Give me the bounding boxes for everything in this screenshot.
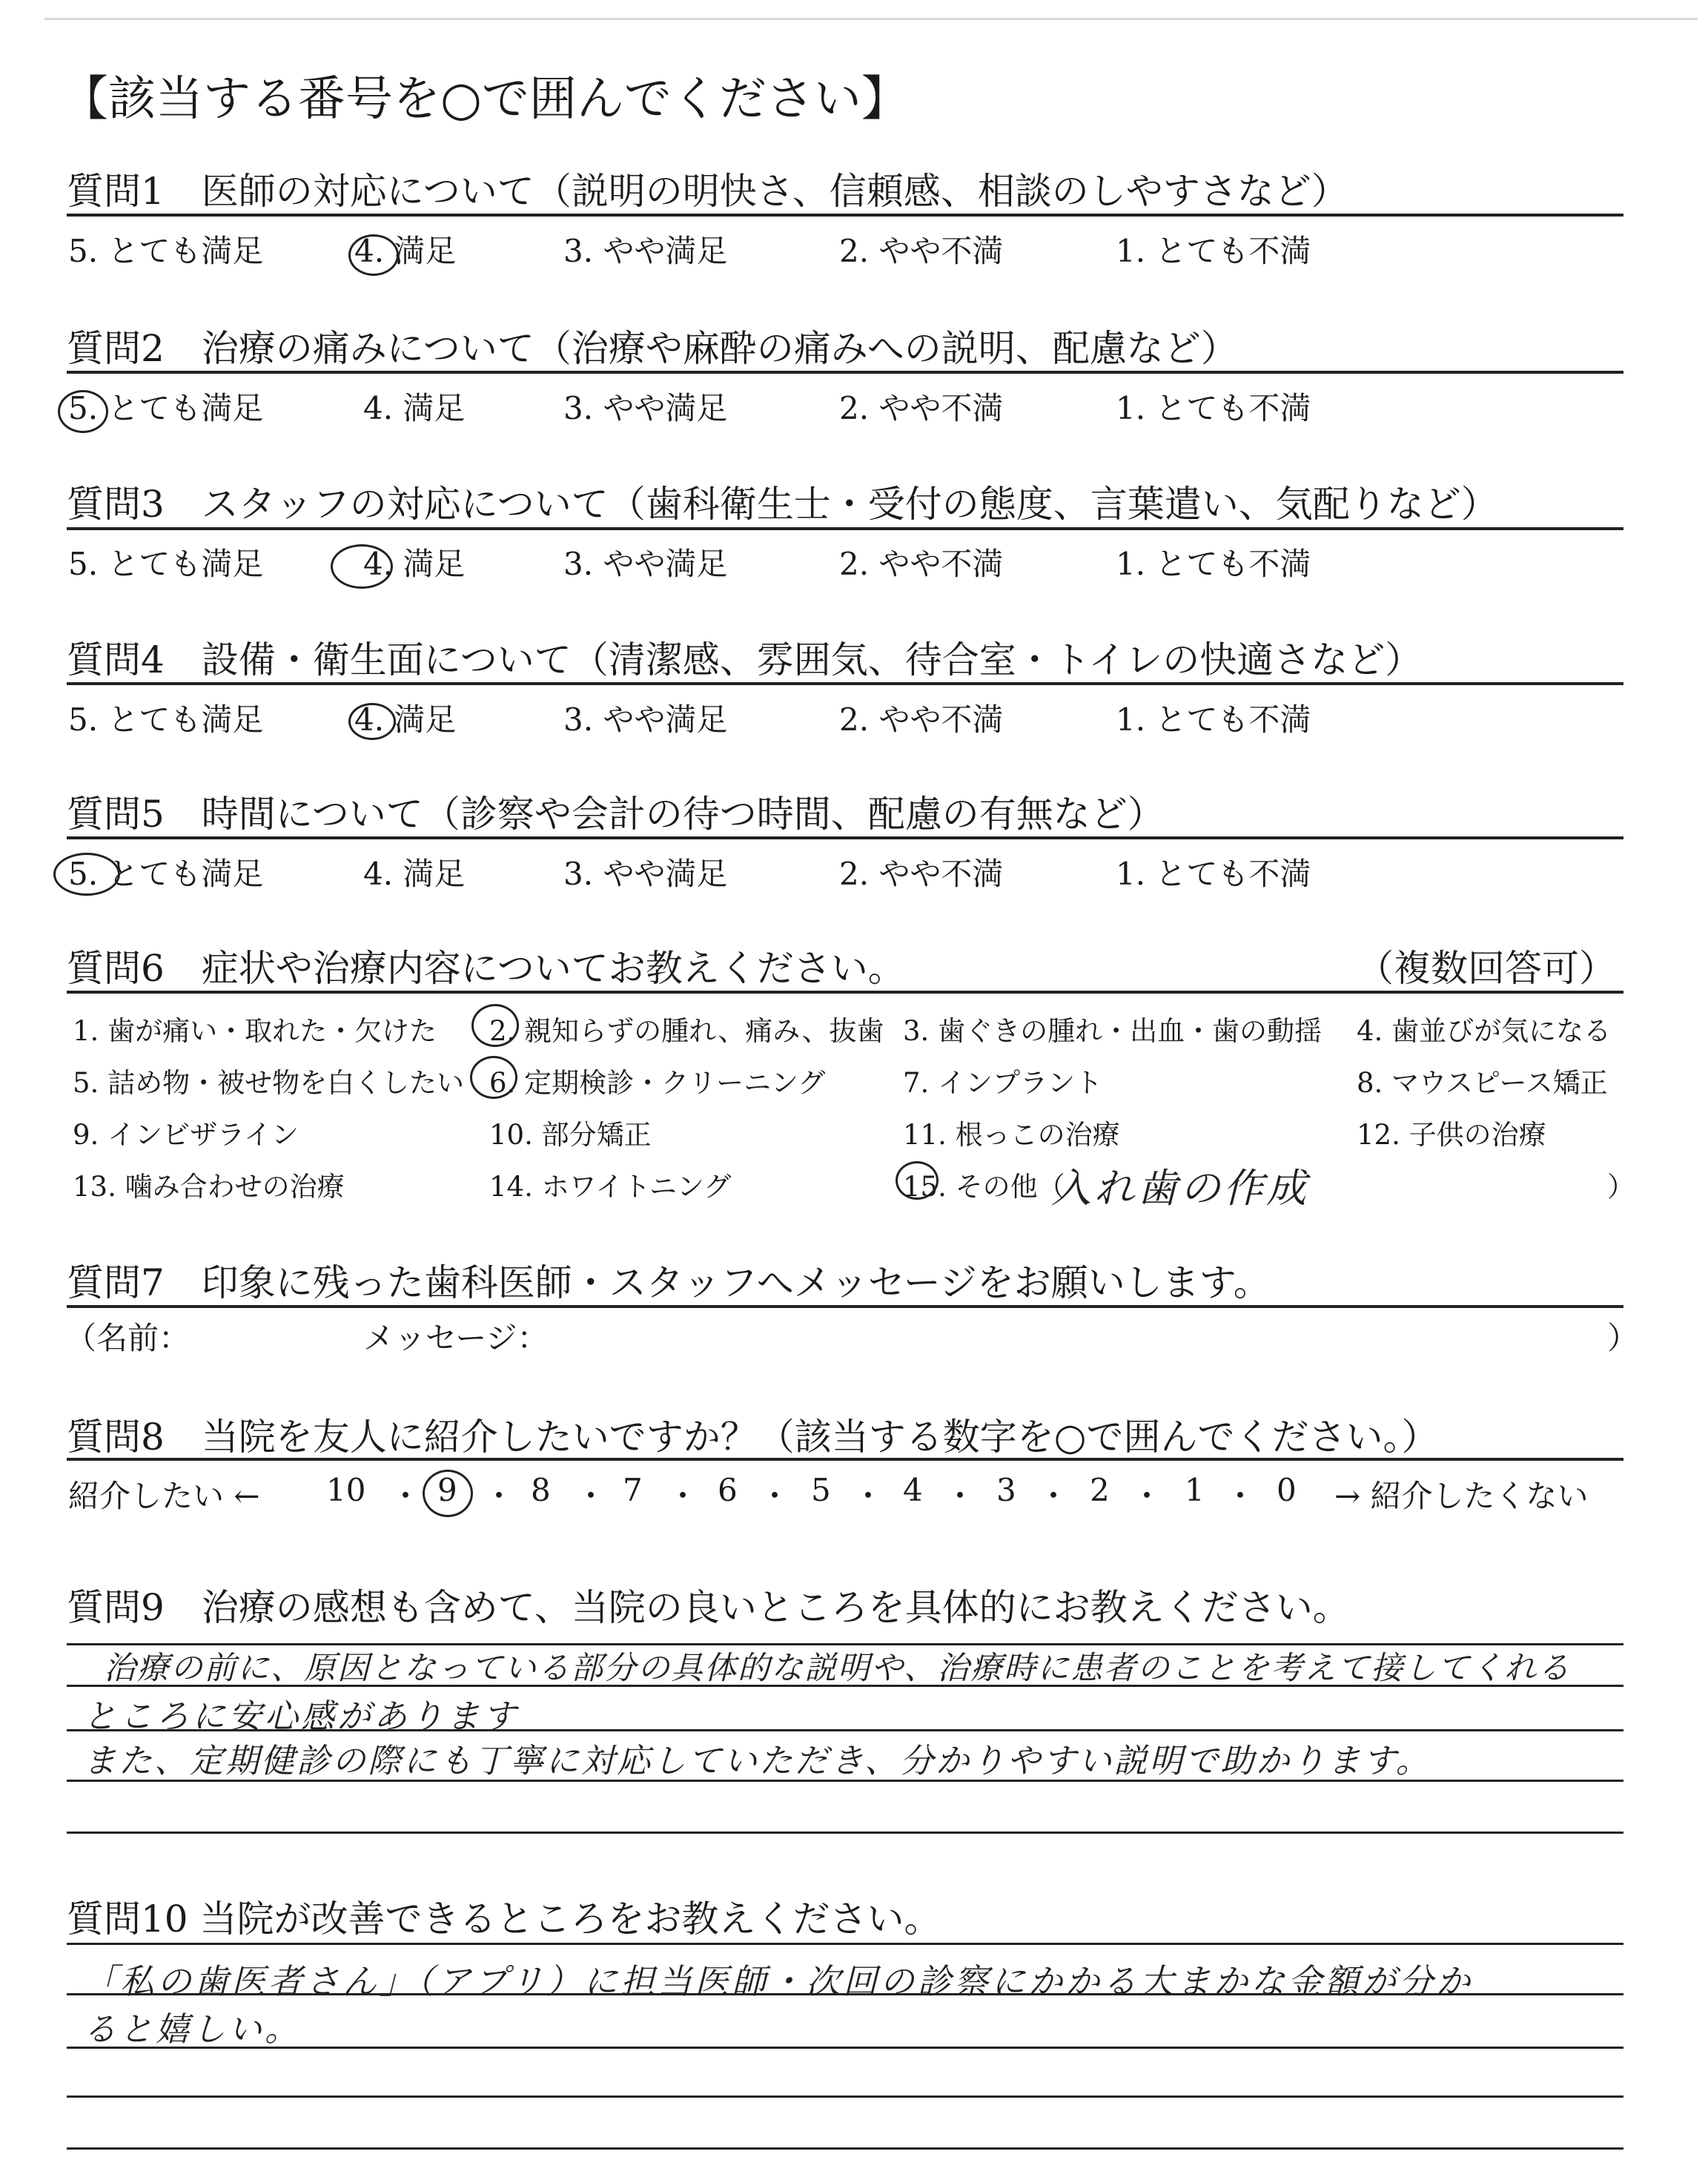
q6-option-12[interactable]: 12. 子供の治療 — [1357, 1119, 1546, 1151]
q6-other-close-paren: ） — [1607, 1171, 1635, 1203]
q2-selection-circle — [58, 390, 108, 433]
q1-title: 質問1 医師の対応について（説明の明快さ、信頼感、相談のしやすさなど） — [67, 170, 1348, 213]
q3-option-1[interactable]: 1. とても不満 — [1116, 546, 1311, 582]
q8-separator: ・ — [667, 1478, 699, 1514]
q8-score-8[interactable]: 8 — [531, 1472, 551, 1508]
q2-option-2[interactable]: 2. やや不満 — [839, 390, 1004, 426]
q8-score-3[interactable]: 3 — [996, 1472, 1016, 1508]
q3-option-4[interactable]: 4. 満足 — [363, 546, 466, 582]
q8-separator: ・ — [575, 1478, 607, 1514]
q6-selection-circle-15 — [896, 1161, 939, 1200]
q4-option-3[interactable]: 3. やや満足 — [563, 701, 728, 738]
q8-score-1[interactable]: 1 — [1185, 1472, 1205, 1508]
q2-title: 質問2 治療の痛みについて（治療や麻酔の痛みへの説明、配慮など） — [67, 327, 1238, 370]
q4-option-1[interactable]: 1. とても不満 — [1116, 701, 1311, 738]
q3-option-3[interactable]: 3. やや満足 — [563, 546, 728, 582]
q6-option-11[interactable]: 11. 根っこの治療 — [903, 1119, 1120, 1151]
q8-rule — [67, 1458, 1623, 1461]
q6-option-3[interactable]: 3. 歯ぐきの腫れ・出血・歯の動揺 — [903, 1015, 1323, 1047]
q3-option-2[interactable]: 2. やや不満 — [839, 546, 1004, 582]
q8-score-4[interactable]: 4 — [903, 1472, 923, 1508]
q6-option-13[interactable]: 13. 噛み合わせの治療 — [73, 1171, 345, 1203]
q6-option-9[interactable]: 9. インビザライン — [73, 1119, 299, 1151]
q6-multiple-note: （複数回答可） — [1357, 947, 1616, 990]
q6-option-14[interactable]: 14. ホワイトニング — [489, 1171, 732, 1203]
q8-score-6[interactable]: 6 — [718, 1472, 738, 1508]
q2-option-3[interactable]: 3. やや満足 — [563, 390, 728, 426]
q9-answer-rule — [67, 1780, 1623, 1782]
q7-close-paren: ） — [1607, 1320, 1639, 1356]
q8-separator: ・ — [1225, 1478, 1257, 1514]
q5-title: 質問5 時間について（診察や会計の待つ時間、配慮の有無など） — [67, 793, 1165, 836]
q6-option-10[interactable]: 10. 部分矯正 — [489, 1119, 652, 1151]
q8-score-7[interactable]: 7 — [623, 1472, 643, 1508]
q8-right-label: → 紹介したくない — [1334, 1478, 1589, 1514]
q8-score-10[interactable]: 10 — [326, 1472, 366, 1508]
q6-title: 質問6 症状や治療内容についてお教えください。 — [67, 947, 905, 990]
q1-option-3[interactable]: 3. やや満足 — [563, 233, 728, 269]
q9-answer-rule — [67, 1832, 1623, 1834]
q4-option-2[interactable]: 2. やや不満 — [839, 701, 1004, 738]
q10-answer-rule — [67, 2147, 1623, 2150]
q1-selection-circle — [348, 234, 399, 276]
q3-rule — [67, 527, 1623, 530]
q8-separator: ・ — [853, 1478, 884, 1514]
q8-selection-circle — [423, 1470, 473, 1517]
q8-separator: ・ — [390, 1478, 422, 1514]
q2-rule — [67, 371, 1623, 374]
q9-answer-line-1: 治療の前に、原因となっている部分の具体的な説明や、治療時に患者のことを考えて接してくれる — [104, 1650, 1572, 1687]
top-edge-line — [44, 18, 1698, 20]
q4-selection-circle — [348, 703, 396, 740]
q6-other-handwritten: 入れ歯の作成 — [1051, 1165, 1309, 1212]
q5-option-1[interactable]: 1. とても不満 — [1116, 856, 1311, 892]
q10-answer-rule — [67, 1993, 1623, 1995]
q8-left-label: 紹介したい ← — [68, 1478, 260, 1514]
q1-option-2[interactable]: 2. やや不満 — [839, 233, 1004, 269]
q3-option-5[interactable]: 5. とても満足 — [68, 546, 264, 582]
q4-option-4[interactable]: 4. 満足 — [354, 701, 457, 738]
q1-option-4[interactable]: 4. 満足 — [354, 233, 457, 269]
q6-option-4[interactable]: 4. 歯並びが気になる — [1357, 1015, 1612, 1047]
q5-rule — [67, 836, 1623, 839]
page-heading: 【該当する番号を○で囲んでください】 — [61, 72, 909, 127]
q6-option-15[interactable]: 15. その他（ — [903, 1171, 1065, 1203]
q8-score-2[interactable]: 2 — [1090, 1472, 1110, 1508]
q5-selection-circle — [53, 853, 120, 896]
q9-answer-line-3: また、定期健診の際にも丁寧に対応していただき、分かりやすい説明で助かります。 — [83, 1741, 1431, 1780]
q6-selection-circle-2 — [471, 1004, 519, 1047]
q7-name-label[interactable]: （名前： — [65, 1320, 191, 1356]
q8-separator: ・ — [1131, 1478, 1163, 1514]
q9-answer-rule — [67, 1729, 1623, 1731]
q8-separator: ・ — [1038, 1478, 1070, 1514]
q8-separator: ・ — [759, 1478, 791, 1514]
q10-answer-rule — [67, 2047, 1623, 2049]
q2-option-5[interactable]: 5. とても満足 — [68, 390, 264, 426]
q7-rule — [67, 1305, 1623, 1308]
q4-option-5[interactable]: 5. とても満足 — [68, 701, 264, 738]
q1-option-1[interactable]: 1. とても不満 — [1116, 233, 1311, 269]
q3-title: 質問3 スタッフの対応について（歯科衛生士・受付の態度、言葉遣い、気配りなど） — [67, 483, 1498, 526]
q7-message-label[interactable]: メッセージ： — [363, 1320, 549, 1356]
q1-rule — [67, 214, 1623, 217]
q4-rule — [67, 682, 1623, 685]
q6-selection-circle-6 — [470, 1056, 517, 1099]
q5-option-2[interactable]: 2. やや不満 — [839, 856, 1004, 892]
q8-score-5[interactable]: 5 — [811, 1472, 831, 1508]
q1-option-5[interactable]: 5. とても満足 — [68, 233, 264, 269]
q9-answer-rule — [67, 1685, 1623, 1687]
q8-score-0[interactable]: 0 — [1277, 1472, 1297, 1508]
q6-option-6[interactable]: 6. 定期検診・クリーニング — [489, 1067, 826, 1099]
q6-rule — [67, 991, 1623, 994]
q9-answer-line-2: ところに安心感があります — [83, 1697, 520, 1736]
q10-title: 質問10 当院が改善できるところをお教えください。 — [67, 1898, 941, 1941]
q2-option-4[interactable]: 4. 満足 — [363, 390, 466, 426]
q8-separator: ・ — [944, 1478, 976, 1514]
q6-option-2[interactable]: 2. 親知らずの腫れ、痛み、抜歯 — [489, 1015, 884, 1047]
q5-option-5[interactable]: 5. とても満足 — [68, 856, 264, 892]
q10-answer-rule — [67, 2095, 1623, 2098]
q4-title: 質問4 設備・衛生面について（清潔感、雰囲気、待合室・トイレの快適さなど） — [67, 638, 1423, 681]
q3-selection-circle — [331, 544, 393, 589]
q8-score-9[interactable]: 9 — [437, 1472, 457, 1508]
q6-option-1[interactable]: 1. 歯が痛い・取れた・欠けた — [73, 1015, 437, 1047]
q5-option-3[interactable]: 3. やや満足 — [563, 856, 728, 892]
q6-option-8[interactable]: 8. マウスピース矯正 — [1357, 1067, 1608, 1099]
q8-separator: ・ — [483, 1478, 515, 1514]
q10-answer-line-2: ると嬉しい。 — [83, 2009, 302, 2049]
q10-answer-rule — [67, 1943, 1623, 1945]
q10-answer-line-1: 「私の歯医者さん」（アプリ）に担当医師・次回の診察にかかる大まかな金額が分か — [83, 1961, 1474, 2001]
q7-title: 質問7 印象に残った歯科医師・スタッフへメッセージをお願いします。 — [67, 1261, 1271, 1304]
q2-option-1[interactable]: 1. とても不満 — [1116, 390, 1311, 426]
q8-title: 質問8 当院を友人に紹介したいですか？（該当する数字を○で囲んでください。） — [67, 1416, 1439, 1459]
q9-title: 質問9 治療の感想も含めて、当院の良いところを具体的にお教えください。 — [67, 1586, 1350, 1629]
q6-option-7[interactable]: 7. インプラント — [903, 1067, 1103, 1099]
q5-option-4[interactable]: 4. 満足 — [363, 856, 466, 892]
q6-option-5[interactable]: 5. 詰め物・被せ物を白くしたい — [73, 1067, 465, 1099]
